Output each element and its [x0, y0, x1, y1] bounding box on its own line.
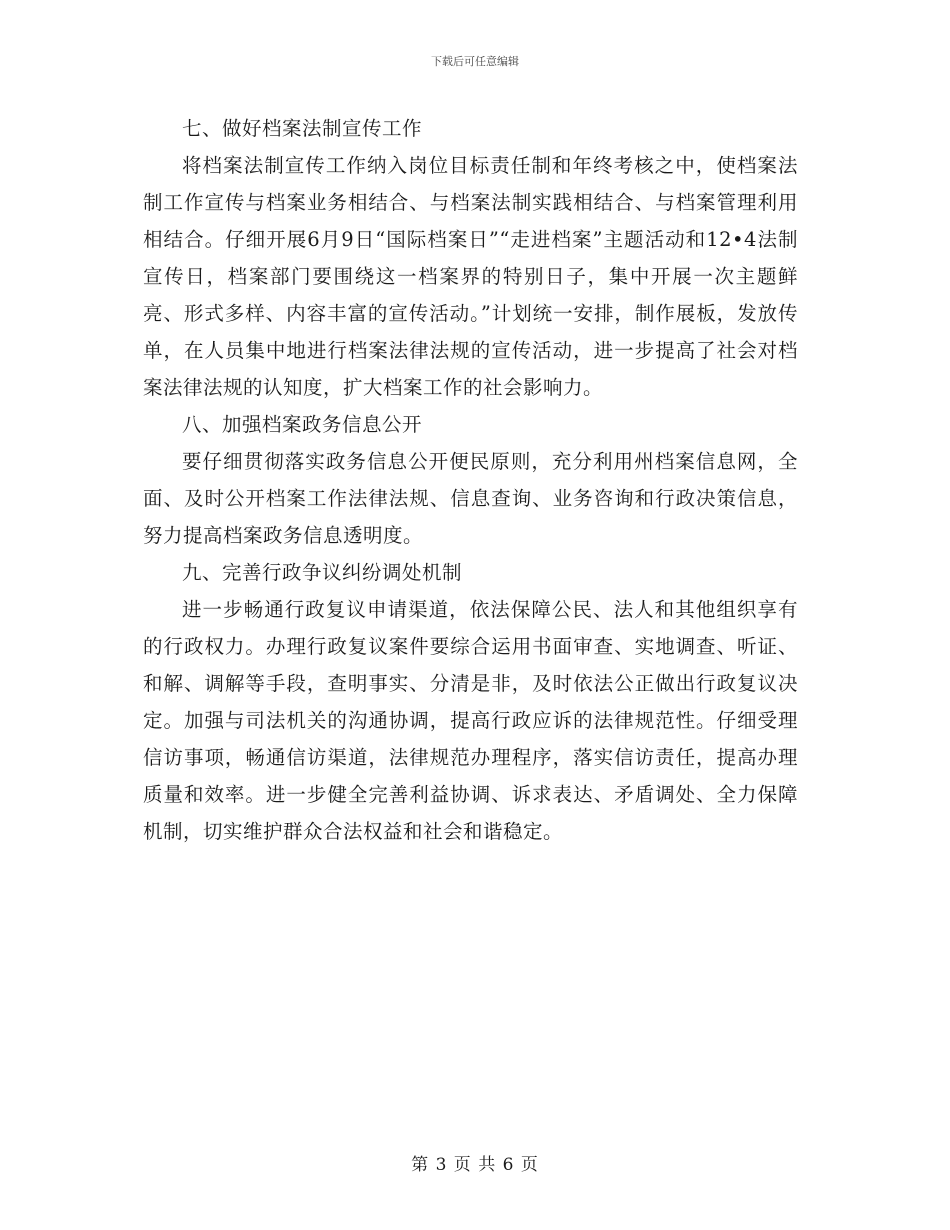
section-heading-7: 七、做好档案法制宣传工作 [182, 117, 423, 140]
document-body [143, 110, 798, 850]
page-number: 第 3 页 共 6 页 [411, 1155, 539, 1175]
section-heading-9: 九、完善行政争议纠纷调处机制 [182, 561, 463, 584]
section-body-7: 将档案法制宣传工作纳入岗位目标责任制和年终考核之中，使档案法制工作宣传与档案业务相结合、与档案法制实践相结合、与档案管理利用相结合。仔细开展6月9日“国际档案日”“走进档案”主题活动和12•4法制宣传日，档案部门要围绕这一档案界的特别日子，集中开展一次主题鲜亮、形式多样、内容丰富的宣传活动。”计划统一安排，制作展板，发放传单，在人员集中地进行档案法律法规的宣传活动，进一步提高了社会对档案法律法规的认知度，扩大档案工作的社会影响力。 [143, 154, 798, 399]
section-body-8: 要仔细贯彻落实政务信息公开便民原则，充分利用州档案信息网，全面、及时公开档案工作法律法规、信息查询、业务咨询和行政决策信息，努力提高档案政务信息透明度。 [143, 450, 798, 547]
section-body-9: 进一步畅通行政复议申请渠道，依法保障公民、法人和其他组织享有的行政权力。办理行政复议案件要综合运用书面审查、实地调查、听证、和解、调解等手段，查明事实、分清是非，及时依法公正做出行政复议决定。加强与司法机关的沟通协调，提高行政应诉的法律规范性。仔细受理信访事项，畅通信访渠道，法律规范办理程序，落实信访责任，提高办理质量和效率。进一步健全完善利益协调、诉求表达、矛盾调处、全力保障机制，切实维护群众合法权益和社会和谐稳定。 [143, 598, 798, 843]
header-note: 下载后可任意编辑 [431, 55, 519, 68]
section-heading-8: 八、加强档案政务信息公开 [182, 413, 423, 436]
